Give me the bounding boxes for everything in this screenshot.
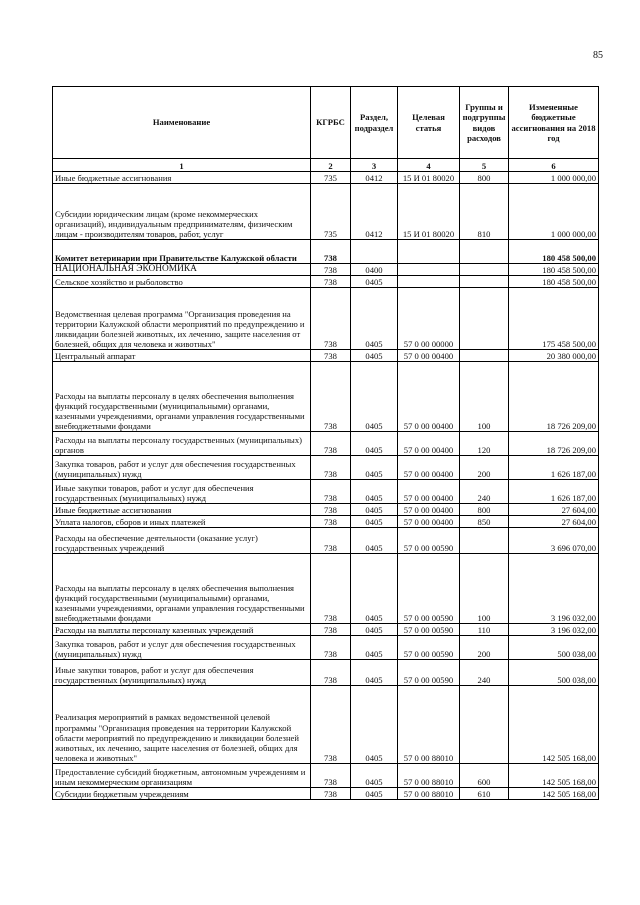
table-row [53, 788, 599, 800]
row-section: 0405 [351, 432, 398, 456]
table-row [53, 276, 599, 288]
header-groups: Группы и подгруппы видов расходов [460, 87, 509, 159]
row-kgrbs: 735 [311, 172, 351, 184]
row-section: 0405 [351, 504, 398, 516]
row-section: 0405 [351, 288, 398, 350]
row-section [351, 240, 398, 264]
row-amount: 27 604,00 [509, 516, 599, 528]
row-kgrbs: 738 [311, 456, 351, 480]
row-section: 0405 [351, 686, 398, 764]
row-target: 57 0 00 00400 [398, 480, 460, 504]
row-section: 0405 [351, 636, 398, 660]
row-kgrbs: 738 [311, 528, 351, 554]
row-target: 57 0 00 00590 [398, 660, 460, 686]
index-cell: 3 [351, 159, 398, 172]
row-target: 57 0 00 00000 [398, 288, 460, 350]
row-amount: 3 196 032,00 [509, 554, 599, 624]
row-amount: 20 380 000,00 [509, 350, 599, 362]
row-name: Расходы на обеспечение деятельности (оказание услуг) государственных учреждений [53, 528, 311, 554]
row-kgrbs: 738 [311, 362, 351, 432]
row-group: 100 [460, 362, 509, 432]
row-group: 120 [460, 432, 509, 456]
page-number: 85 [593, 50, 603, 61]
row-name: Иные закупки товаров, работ и услуг для обеспечения государственных (муниципальных) нужд [53, 480, 311, 504]
row-name: Центральный аппарат [53, 350, 311, 362]
table-row [53, 432, 599, 456]
row-section: 0405 [351, 276, 398, 288]
row-group: 850 [460, 516, 509, 528]
row-kgrbs: 738 [311, 504, 351, 516]
row-name: Расходы на выплаты персоналу государственных (муниципальных) органов [53, 432, 311, 456]
row-section: 0405 [351, 660, 398, 686]
row-group [460, 264, 509, 276]
row-name: Иные бюджетные ассигнования [53, 504, 311, 516]
row-target: 15 И 01 80020 [398, 172, 460, 184]
row-amount: 175 458 500,00 [509, 288, 599, 350]
row-target: 57 0 00 00590 [398, 528, 460, 554]
row-section: 0405 [351, 788, 398, 800]
index-cell: 1 [53, 159, 311, 172]
row-group [460, 350, 509, 362]
index-cell: 4 [398, 159, 460, 172]
row-name: Уплата налогов, сборов и иных платежей [53, 516, 311, 528]
row-target [398, 264, 460, 276]
header-kgrbs: КГРБС [311, 87, 351, 159]
row-section: 0405 [351, 480, 398, 504]
row-target: 57 0 00 00400 [398, 516, 460, 528]
table-row [53, 264, 599, 276]
row-name: Ведомственная целевая программа "Организация проведения на территории Калужской области мероприятий по предупреждению и ликвидации болезней животных, их лечению, защите населения от болезней, общих для человека и животных" [53, 288, 311, 350]
row-name: Субсидии юридическим лицам (кроме некоммерческих организаций), индивидуальным предпринимателям, физическим лицам - производителям товаров, работ, услуг [53, 184, 311, 240]
row-amount: 1 626 187,00 [509, 480, 599, 504]
row-name: Сельское хозяйство и рыболовство [53, 276, 311, 288]
table-row [53, 764, 599, 788]
row-group: 200 [460, 456, 509, 480]
table-row [53, 184, 599, 240]
row-section: 0405 [351, 362, 398, 432]
table-row [53, 456, 599, 480]
row-name: Предоставление субсидий бюджетным, автономным учреждениям и иным некоммерческим организациям [53, 764, 311, 788]
row-name: Расходы на выплаты персоналу казенных учреждений [53, 624, 311, 636]
row-amount: 1 626 187,00 [509, 456, 599, 480]
row-group [460, 528, 509, 554]
row-amount: 1 000 000,00 [509, 184, 599, 240]
row-kgrbs: 738 [311, 660, 351, 686]
row-target: 57 0 00 00400 [398, 350, 460, 362]
row-target: 57 0 00 00400 [398, 432, 460, 456]
row-kgrbs: 738 [311, 264, 351, 276]
row-amount: 500 038,00 [509, 636, 599, 660]
row-kgrbs: 738 [311, 788, 351, 800]
row-kgrbs: 738 [311, 624, 351, 636]
row-target [398, 240, 460, 264]
row-section: 0405 [351, 624, 398, 636]
budget-table [52, 86, 599, 800]
row-amount: 180 458 500,00 [509, 240, 599, 264]
row-kgrbs: 738 [311, 764, 351, 788]
row-amount: 180 458 500,00 [509, 276, 599, 288]
row-group [460, 686, 509, 764]
row-target: 57 0 00 00590 [398, 636, 460, 660]
row-group: 600 [460, 764, 509, 788]
table-row [53, 504, 599, 516]
index-cell: 6 [509, 159, 599, 172]
row-section: 0405 [351, 516, 398, 528]
row-group [460, 240, 509, 264]
table-row [53, 172, 599, 184]
row-name: Комитет ветеринарии при Правительстве Калужской области [53, 240, 311, 264]
table-row [53, 240, 599, 264]
row-target: 15 И 01 80020 [398, 184, 460, 240]
header-row [53, 87, 599, 159]
row-kgrbs: 738 [311, 276, 351, 288]
row-target: 57 0 00 00590 [398, 624, 460, 636]
row-kgrbs: 735 [311, 184, 351, 240]
row-section: 0405 [351, 528, 398, 554]
row-name: Реализация мероприятий в рамках ведомственной целевой программы "Организация проведения на территории Калужской области мероприятий по предупреждению и ликвидации болезней животных, их лечению, защите населения от болезней, общих для человека и животных" [53, 686, 311, 764]
row-amount: 500 038,00 [509, 660, 599, 686]
row-kgrbs: 738 [311, 686, 351, 764]
row-group: 240 [460, 480, 509, 504]
header-name: Наименование [53, 87, 311, 159]
table-row [53, 350, 599, 362]
row-target: 57 0 00 00400 [398, 362, 460, 432]
row-target: 57 0 00 88010 [398, 764, 460, 788]
table-row [53, 362, 599, 432]
header-section: Раздел, подраздел [351, 87, 398, 159]
table-row [53, 636, 599, 660]
row-group [460, 276, 509, 288]
row-amount: 18 726 209,00 [509, 362, 599, 432]
row-group: 610 [460, 788, 509, 800]
table-row [53, 516, 599, 528]
table-row [53, 660, 599, 686]
row-amount: 142 505 168,00 [509, 788, 599, 800]
row-target: 57 0 00 88010 [398, 686, 460, 764]
row-kgrbs: 738 [311, 636, 351, 660]
row-section: 0405 [351, 554, 398, 624]
row-target: 57 0 00 00400 [398, 456, 460, 480]
row-name: Закупка товаров, работ и услуг для обеспечения государственных (муниципальных) нужд [53, 636, 311, 660]
row-amount: 3 196 032,00 [509, 624, 599, 636]
table-row [53, 686, 599, 764]
row-name: Закупка товаров, работ и услуг для обеспечения государственных (муниципальных) нужд [53, 456, 311, 480]
row-group: 100 [460, 554, 509, 624]
row-target: 57 0 00 00590 [398, 554, 460, 624]
row-name: Расходы на выплаты персоналу в целях обеспечения выполнения функций государственными (муниципальными) органами, казенными учреждениями, органами управления государственными внебюджетными фондами [53, 554, 311, 624]
row-amount: 27 604,00 [509, 504, 599, 516]
row-amount: 3 696 070,00 [509, 528, 599, 554]
row-kgrbs: 738 [311, 432, 351, 456]
row-group: 200 [460, 636, 509, 660]
table-row [53, 288, 599, 350]
row-amount: 180 458 500,00 [509, 264, 599, 276]
table-row [53, 528, 599, 554]
row-kgrbs: 738 [311, 240, 351, 264]
row-group: 800 [460, 172, 509, 184]
row-kgrbs: 738 [311, 554, 351, 624]
row-amount: 142 505 168,00 [509, 686, 599, 764]
row-group: 240 [460, 660, 509, 686]
row-target [398, 276, 460, 288]
row-group: 800 [460, 504, 509, 516]
column-index-row [53, 159, 599, 172]
row-amount: 1 000 000,00 [509, 172, 599, 184]
row-name: Иные бюджетные ассигнования [53, 172, 311, 184]
row-kgrbs: 738 [311, 480, 351, 504]
row-section: 0400 [351, 264, 398, 276]
row-amount: 142 505 168,00 [509, 764, 599, 788]
row-name: НАЦИОНАЛЬНАЯ ЭКОНОМИКА [53, 264, 311, 276]
row-kgrbs: 738 [311, 516, 351, 528]
row-section: 0405 [351, 764, 398, 788]
row-target: 57 0 00 00400 [398, 504, 460, 516]
row-section: 0412 [351, 184, 398, 240]
row-group: 110 [460, 624, 509, 636]
table-row [53, 624, 599, 636]
row-name: Иные закупки товаров, работ и услуг для обеспечения государственных (муниципальных) нужд [53, 660, 311, 686]
row-group [460, 288, 509, 350]
row-section: 0405 [351, 456, 398, 480]
header-target: Целевая статья [398, 87, 460, 159]
row-kgrbs: 738 [311, 288, 351, 350]
row-kgrbs: 738 [311, 350, 351, 362]
row-section: 0412 [351, 172, 398, 184]
row-target: 57 0 00 88010 [398, 788, 460, 800]
index-cell: 5 [460, 159, 509, 172]
row-amount: 18 726 209,00 [509, 432, 599, 456]
row-group: 810 [460, 184, 509, 240]
row-name: Субсидии бюджетным учреждениям [53, 788, 311, 800]
table-row [53, 554, 599, 624]
table-row [53, 480, 599, 504]
index-cell: 2 [311, 159, 351, 172]
header-amount: Измененные бюджетные ассигнования на 2018 год [509, 87, 599, 159]
row-section: 0405 [351, 350, 398, 362]
row-name: Расходы на выплаты персоналу в целях обеспечения выполнения функций государственными (муниципальными) органами, казенными учреждениями, органами управления государственными внебюджетными фондами [53, 362, 311, 432]
